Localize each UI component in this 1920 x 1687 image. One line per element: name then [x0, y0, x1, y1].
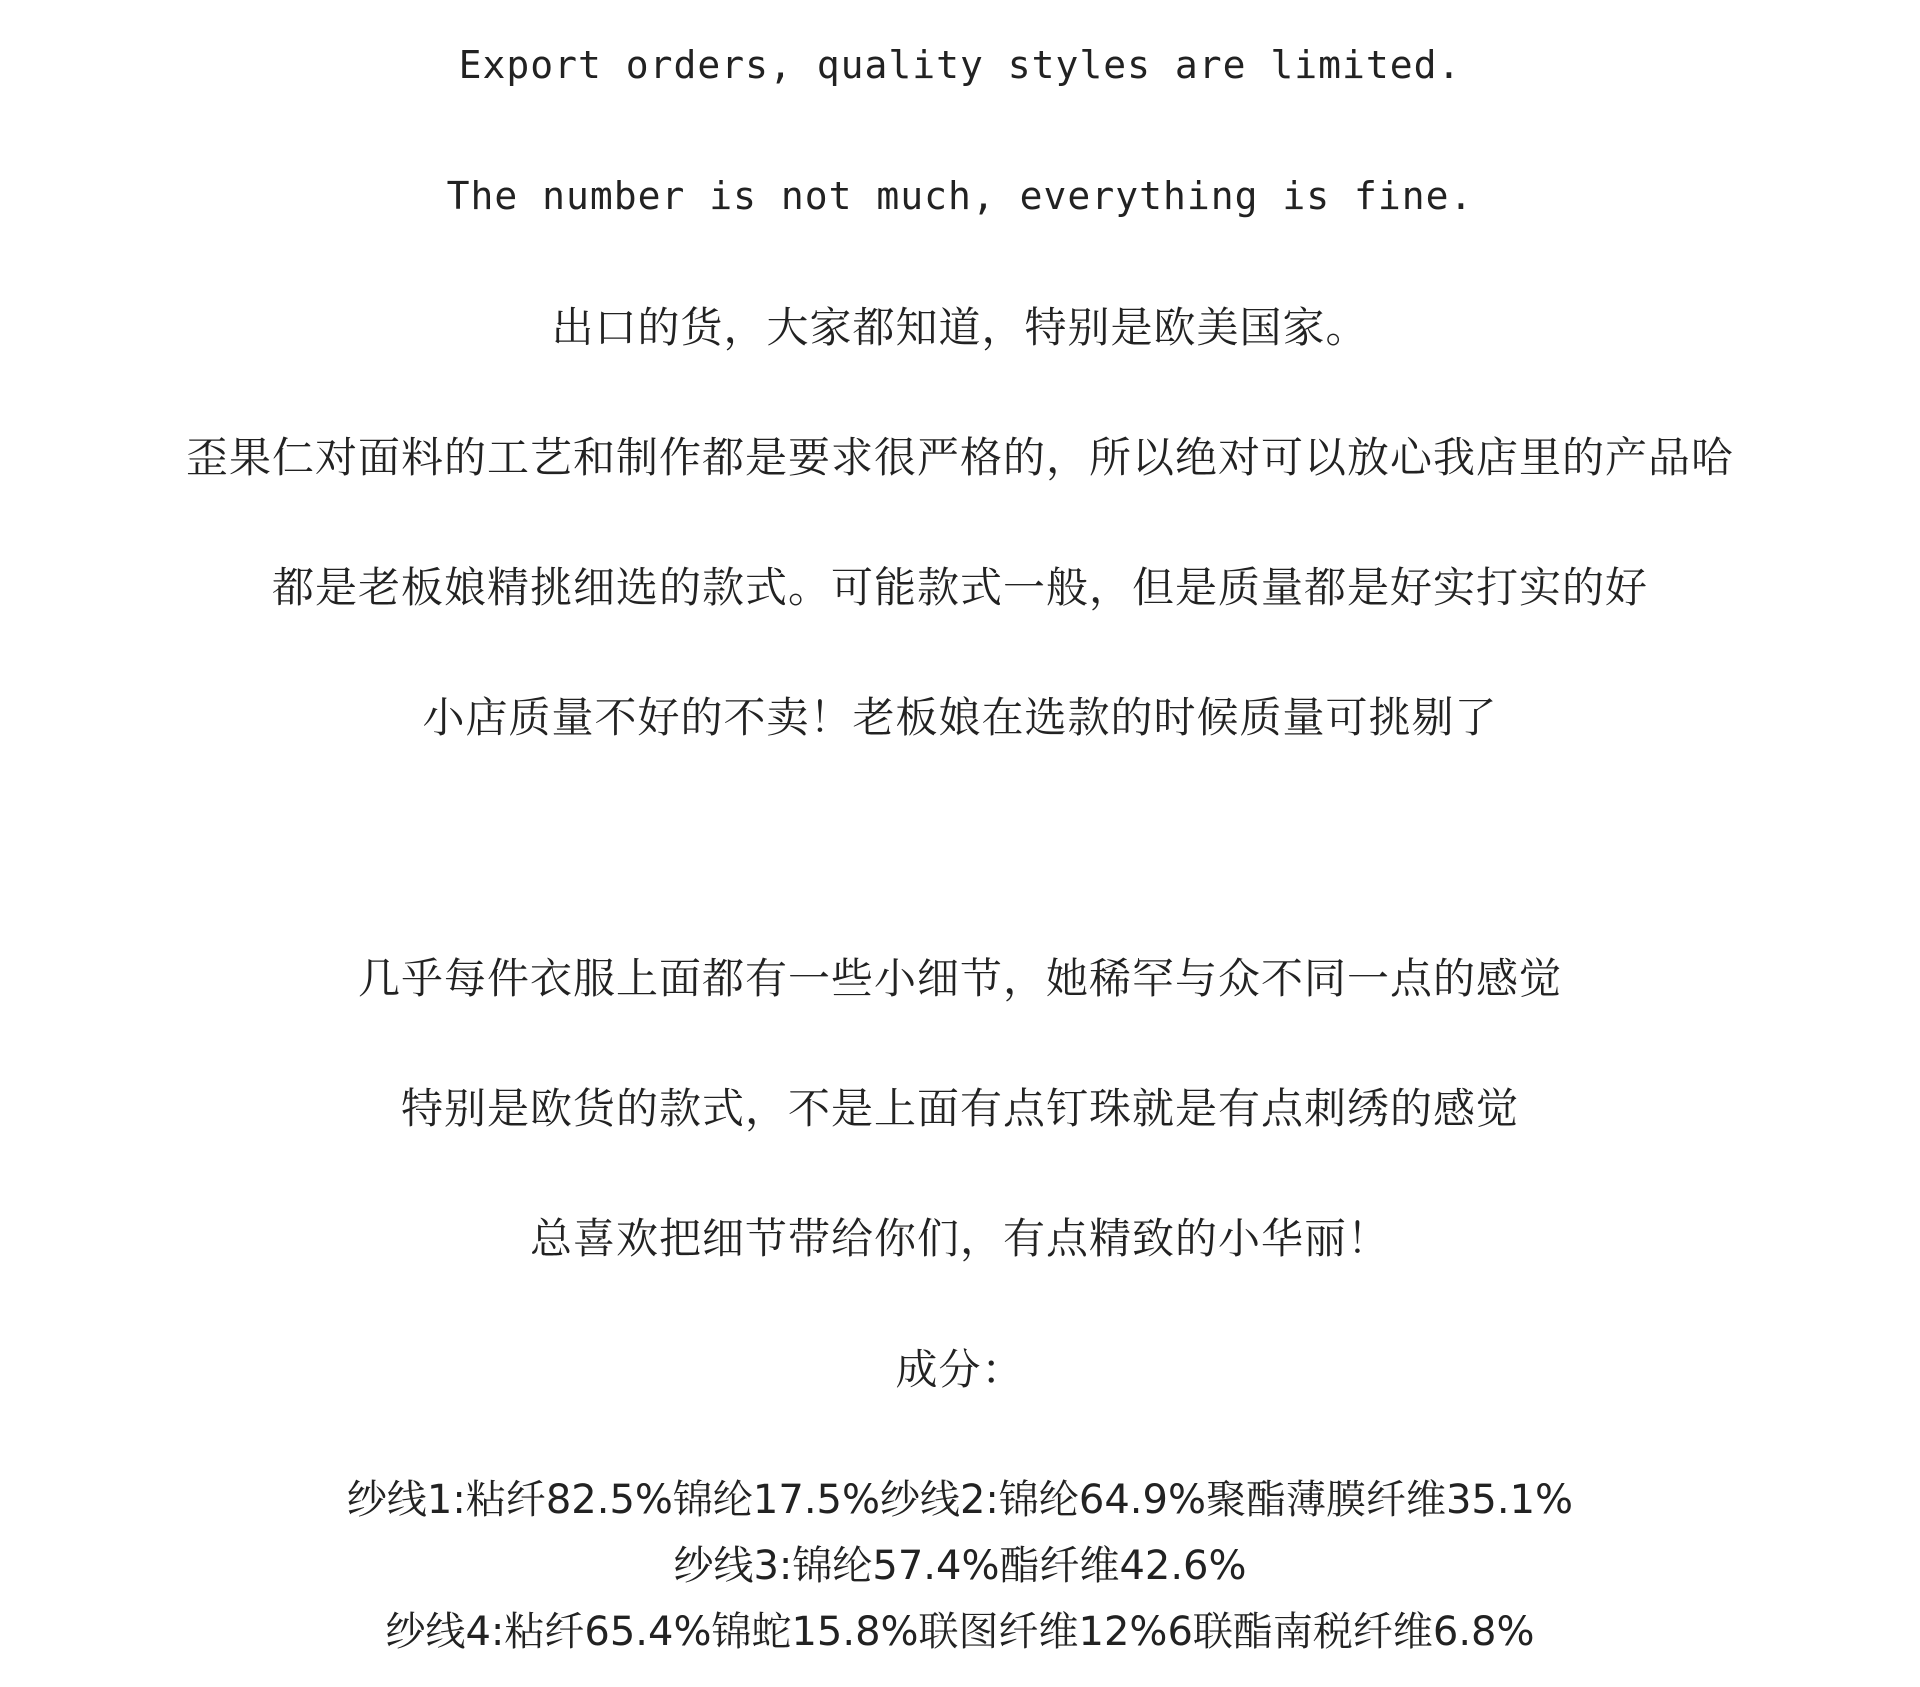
intro-chinese-line-3: 都是老板娘精挑细选的款式。可能款式一般，但是质量都是好实打实的好	[271, 563, 1648, 612]
intro-chinese-line-4: 小店质量不好的不卖！老板娘在选款的时候质量可挑剔了	[422, 693, 1498, 742]
intro-chinese-line-2: 歪果仁对面料的工艺和制作都是要求很严格的，所以绝对可以放心我店里的产品哈	[185, 433, 1734, 482]
intro-english-line-1: Export orders, quality styles are limited.	[458, 43, 1462, 87]
composition-heading: 成分：	[895, 1345, 1025, 1394]
details-line-3: 总喜欢把细节带给你们，有点精致的小华丽！	[529, 1214, 1390, 1263]
intro-english-line-2: The number is not much, everything is fine.	[446, 174, 1474, 218]
composition-line-3: 纱线4:粘纤65.4%锦蛇15.8%联图纤维12%6联酯南税纤维6.8%	[385, 1609, 1535, 1655]
composition-line-1: 纱线1:粘纤82.5%锦纶17.5%纱线2:锦纶64.9%聚酯薄膜纤维35.1%	[346, 1477, 1574, 1523]
details-line-2: 特别是欧货的款式，不是上面有点钉珠就是有点刺绣的感觉	[400, 1084, 1519, 1133]
intro-chinese-line-1: 出口的货，大家都知道，特别是欧美国家。	[551, 303, 1369, 352]
details-line-1: 几乎每件衣服上面都有一些小细节，她稀罕与众不同一点的感觉	[357, 954, 1562, 1003]
composition-line-2: 纱线3:锦纶57.4%酯纤维42.6%	[673, 1543, 1247, 1589]
